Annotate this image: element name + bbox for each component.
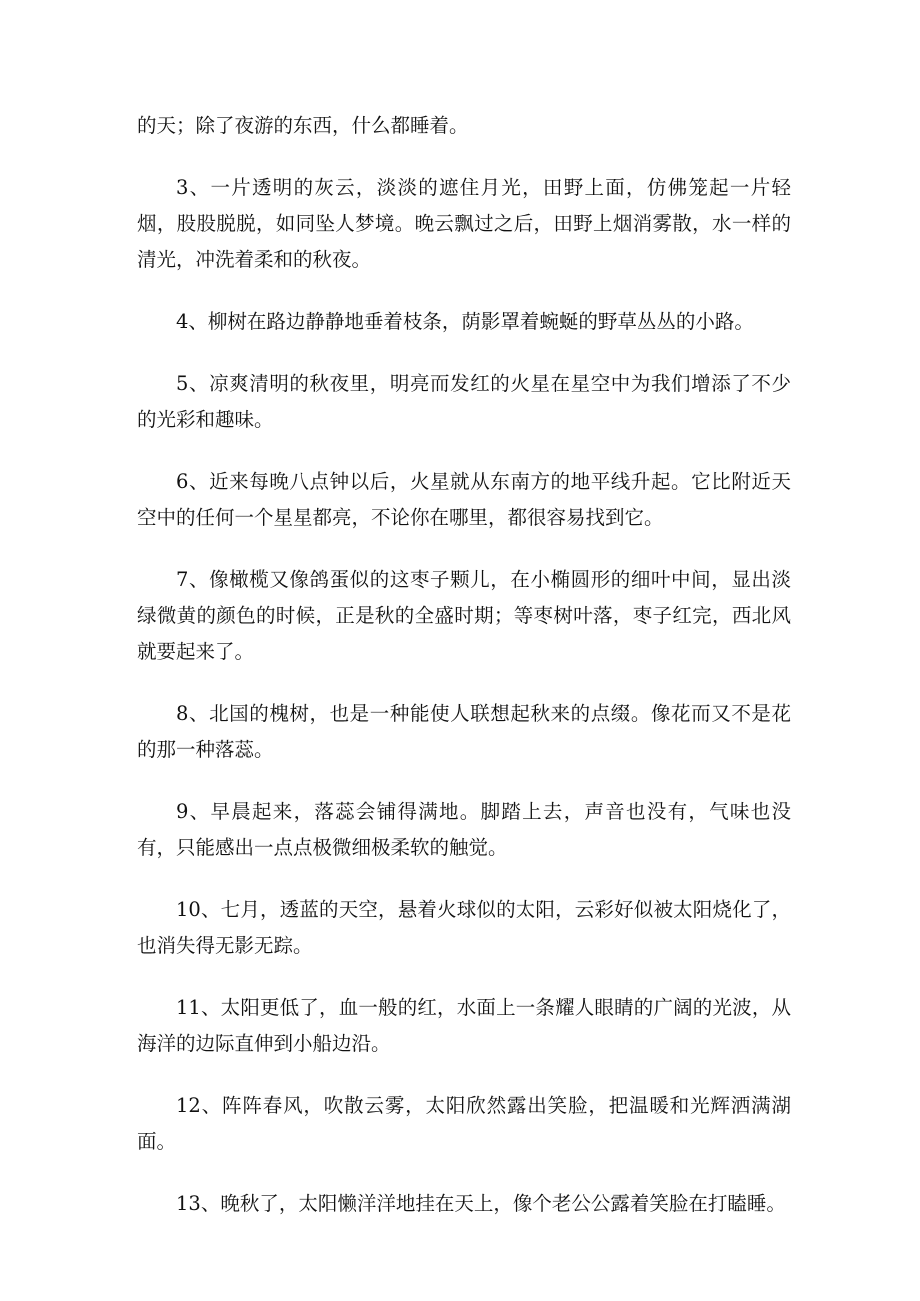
paragraph-item-7: 7、像橄榄又像鸽蛋似的这枣子颗儿，在小椭圆形的细叶中间，显出淡绿微黄的颜色的时候，正是秋的全盛时期；等枣树叶落，枣子红完，西北风就要起来了。 xyxy=(137,568,791,663)
paragraph-item-3: 3、一片透明的灰云，淡淡的遮住月光，田野上面，仿佛笼起一片轻烟，股股脱脱，如同坠人梦境。晚云飘过之后，田野上烟消雾散，水一样的清光，冲洗着柔和的秋夜。 xyxy=(137,176,791,271)
paragraph-item-8: 8、北国的槐树，也是一种能使人联想起秋来的点缀。像花而又不是花的那一种落蕊。 xyxy=(137,702,791,761)
paragraph-item-6: 6、近来每晚八点钟以后，火星就从东南方的地平线升起。它比附近天空中的任何一个星星都亮，不论你在哪里，都很容易找到它。 xyxy=(137,470,791,529)
document-body xyxy=(137,108,791,1248)
paragraph-item-12: 12、阵阵春风，吹散云雾，太阳欣然露出笑脸，把温暖和光辉洒满湖面。 xyxy=(137,1094,791,1153)
paragraph-item-10: 10、七月，透蓝的天空，悬着火球似的太阳，云彩好似被太阳烧化了，也消失得无影无踪。 xyxy=(137,898,791,957)
paragraph-item-13: 13、晚秋了，太阳懒洋洋地挂在天上，像个老公公露着笑脸在打瞌睡。 xyxy=(176,1192,786,1215)
paragraph-item-11: 11、太阳更低了，血一般的红，水面上一条耀人眼睛的广阔的光波，从海洋的边际直伸到小船边沿。 xyxy=(137,996,791,1055)
paragraph-continuation: 的天；除了夜游的东西，什么都睡着。 xyxy=(137,114,469,137)
paragraph-item-5: 5、凉爽清明的秋夜里，明亮而发红的火星在星空中为我们增添了不少的光彩和趣味。 xyxy=(137,372,791,431)
paragraph-item-9: 9、早晨起来，落蕊会铺得满地。脚踏上去，声音也没有，气味也没有，只能感出一点点极微细极柔软的触觉。 xyxy=(137,800,791,859)
paragraph-item-4: 4、柳树在路边静静地垂着枝条，荫影罩着蜿蜒的野草丛丛的小路。 xyxy=(176,310,754,333)
